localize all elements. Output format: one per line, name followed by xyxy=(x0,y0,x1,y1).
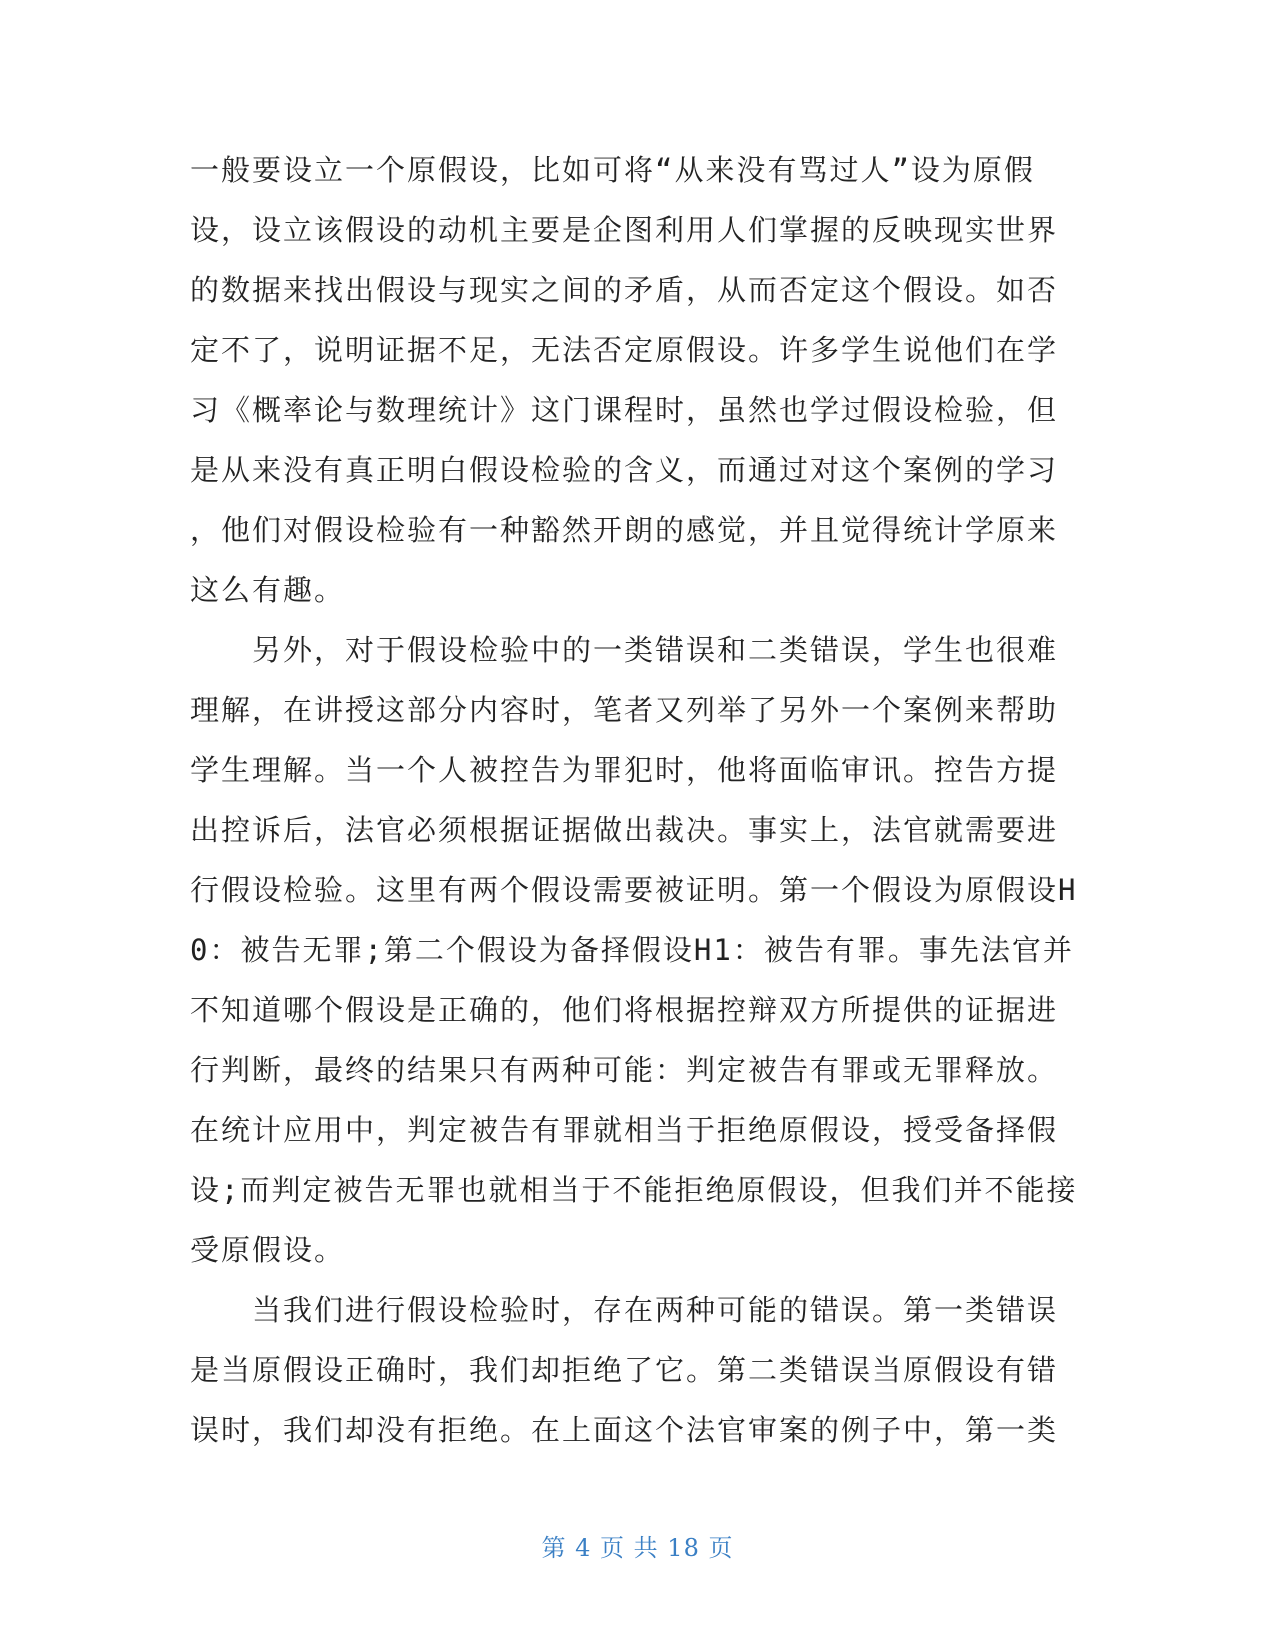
text-line: 理解，在讲授这部分内容时，笔者又列举了另外一个案例来帮助 xyxy=(190,693,1059,727)
text-line: 出控诉后，法官必须根据证据做出裁决。事实上，法官就需要进 xyxy=(190,813,1059,847)
text-line: 0：被告无罪;第二个假设为备择假设H1：被告有罪。事先法官并 xyxy=(190,933,1074,967)
text-line: 是当原假设正确时，我们却拒绝了它。第二类错误当原假设有错 xyxy=(190,1353,1059,1387)
text-line: 误时，我们却没有拒绝。在上面这个法官审案的例子中，第一类 xyxy=(190,1413,1059,1447)
text-line: 一般要设立一个原假设，比如可将“从来没有骂过人”设为原假 xyxy=(190,153,1035,187)
text-line: ，他们对假设检验有一种豁然开朗的感觉，并且觉得统计学原来 xyxy=(190,513,1059,547)
text-line: 是从来没有真正明白假设检验的含义，而通过对这个案例的学习 xyxy=(190,453,1059,487)
text-line: 当我们进行假设检验时，存在两种可能的错误。第一类错误 xyxy=(190,1293,1059,1327)
text-line: 设;而判定被告无罪也就相当于不能拒绝原假设，但我们并不能接 xyxy=(190,1173,1078,1207)
text-line: 习《概率论与数理统计》这门课程时，虽然也学过假设检验，但 xyxy=(190,393,1059,427)
text-line: 定不了，说明证据不足，无法否定原假设。许多学生说他们在学 xyxy=(190,333,1059,367)
text-line: 设，设立该假设的动机主要是企图利用人们掌握的反映现实世界 xyxy=(190,213,1059,247)
text-line: 受原假设。 xyxy=(190,1233,346,1267)
text-line: 在统计应用中，判定被告有罪就相当于拒绝原假设，授受备择假 xyxy=(190,1113,1059,1147)
text-line: 行判断，最终的结果只有两种可能：判定被告有罪或无罪释放。 xyxy=(190,1053,1059,1087)
text-line: 行假设检验。这里有两个假设需要被证明。第一个假设为原假设H xyxy=(190,873,1078,907)
page-number-footer: 第 4 页 共 18 页 xyxy=(541,1534,734,1562)
document-body xyxy=(190,140,1090,1460)
text-line: 的数据来找出假设与现实之间的矛盾，从而否定这个假设。如否 xyxy=(190,273,1059,307)
text-line: 这么有趣。 xyxy=(190,573,346,607)
text-line: 不知道哪个假设是正确的，他们将根据控辩双方所提供的证据进 xyxy=(190,993,1059,1027)
text-line: 学生理解。当一个人被控告为罪犯时，他将面临审讯。控告方提 xyxy=(190,753,1059,787)
text-line: 另外，对于假设检验中的一类错误和二类错误，学生也很难 xyxy=(190,633,1059,667)
